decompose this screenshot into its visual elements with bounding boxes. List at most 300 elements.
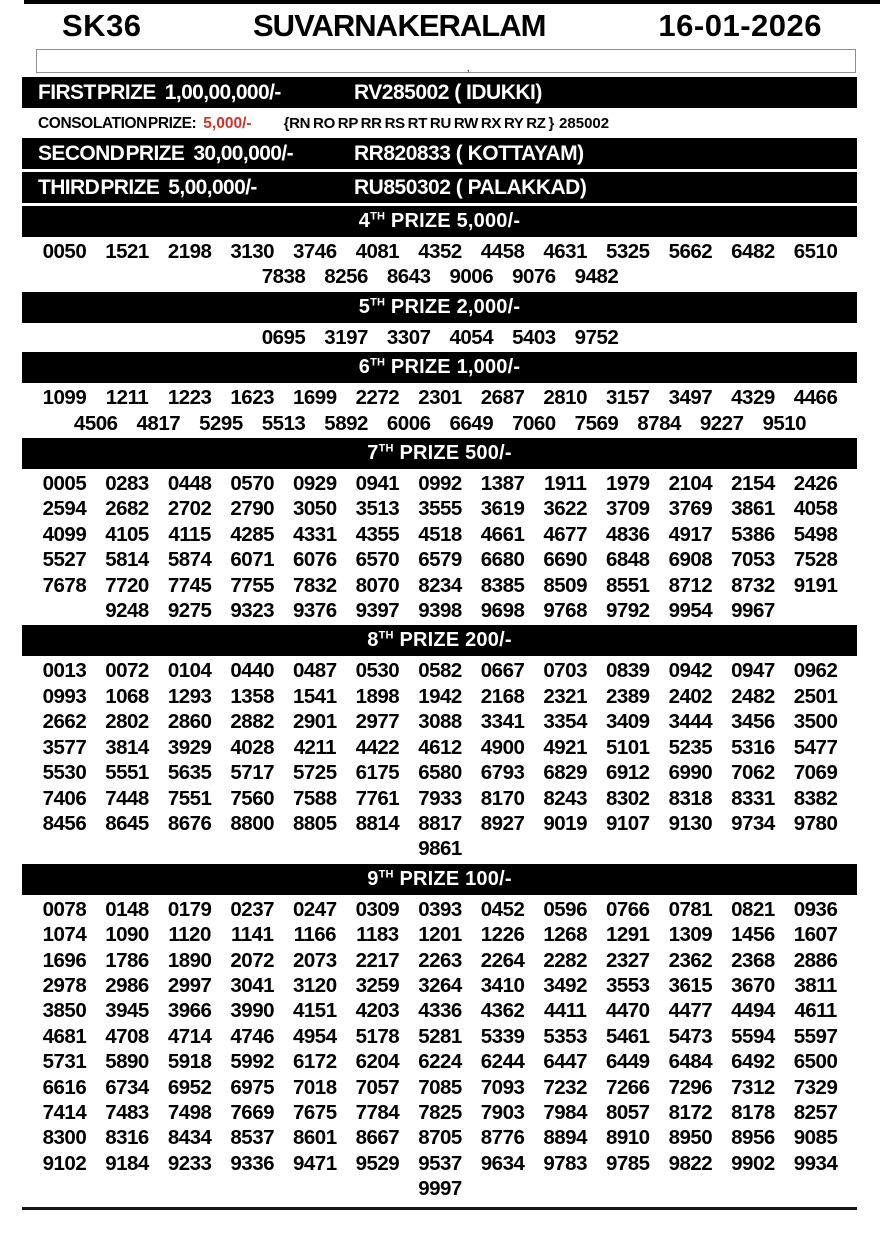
winning-number: 4028 [230, 735, 275, 759]
winning-number: 0839 [605, 659, 650, 683]
winning-number: 2168 [480, 684, 525, 708]
prize-section-header [22, 292, 857, 323]
page-header [0, 4, 880, 46]
winning-number: 4817 [136, 411, 181, 435]
winning-number: 5386 [731, 522, 775, 546]
winning-number: 1291 [605, 923, 650, 947]
winning-number: 8385 [480, 573, 525, 597]
winning-number: 5513 [261, 411, 306, 435]
winning-number: 2104 [668, 472, 713, 496]
winning-number: 2217 [355, 948, 400, 972]
winning-number: 0941 [355, 472, 400, 496]
winning-number: 5892 [324, 411, 368, 435]
winning-number: 0942 [668, 659, 713, 683]
winning-number: 2594 [42, 497, 87, 521]
winning-number: 2154 [731, 472, 775, 496]
winning-number: 0596 [543, 897, 587, 921]
winning-number: 2389 [605, 684, 650, 708]
winning-number: 4054 [449, 325, 494, 349]
winning-number: 9102 [42, 1151, 87, 1175]
winning-number: 1226 [480, 923, 525, 947]
winning-number: 4355 [355, 522, 400, 546]
winning-number: 0078 [42, 897, 87, 921]
winning-number: 2977 [355, 710, 400, 734]
second-prize-label [22, 142, 293, 166]
winning-number: 5992 [230, 1050, 275, 1074]
winning-number: 4518 [418, 522, 462, 546]
winning-number: 5281 [418, 1024, 462, 1048]
winning-number: 8927 [480, 811, 525, 835]
winning-number: 0487 [293, 659, 337, 683]
winning-number: 0440 [230, 659, 275, 683]
winning-number: 8805 [293, 811, 337, 835]
winning-number: 1541 [293, 684, 337, 708]
winning-number: 3264 [418, 973, 462, 997]
prize-ordinal: 9 [367, 867, 379, 890]
winning-number: 7093 [480, 1075, 525, 1099]
winning-number: 8950 [668, 1126, 713, 1150]
winning-number: 2321 [543, 684, 587, 708]
winning-number: 7984 [543, 1100, 587, 1124]
winning-number: 9482 [574, 265, 619, 289]
winning-number: 8234 [418, 573, 462, 597]
winning-number: 6492 [731, 1050, 775, 1074]
winning-number: 3354 [543, 710, 587, 734]
prize-section-title [367, 868, 511, 891]
winning-number: 3811 [794, 973, 837, 997]
prize-ordinal-suffix: TH [378, 629, 394, 642]
winning-number: 5551 [105, 761, 149, 785]
winning-number: 2682 [105, 497, 149, 521]
winning-number: 8910 [605, 1126, 650, 1150]
winning-number: 3088 [418, 710, 462, 734]
consolation-prize-row [0, 111, 880, 136]
winning-number: 8814 [355, 811, 400, 835]
winning-number: 7018 [293, 1075, 337, 1099]
winning-number: 5597 [793, 1024, 838, 1048]
winning-number: 5235 [668, 735, 713, 759]
winning-number: 3929 [167, 735, 212, 759]
winning-number: 1211 [105, 386, 149, 410]
prize-section [0, 625, 880, 863]
prize-section-header [22, 864, 857, 895]
winning-number: 7933 [418, 786, 462, 810]
winning-number: 1786 [105, 948, 149, 972]
winning-number: 7498 [167, 1100, 212, 1124]
first-prize-winner: RV285002 ( IDUKKI) [354, 80, 542, 104]
winning-number: 4081 [355, 240, 400, 263]
winning-number: 3157 [605, 386, 650, 410]
winning-number: 3050 [293, 497, 337, 521]
winning-number: 2327 [605, 948, 650, 972]
winning-number: 6076 [293, 548, 337, 572]
winning-number: 3746 [293, 240, 337, 263]
winning-number: 1456 [731, 923, 775, 947]
winning-number: 9191 [793, 573, 838, 597]
winning-number: 1890 [167, 948, 212, 972]
winning-number: 7053 [731, 548, 775, 572]
winning-number: 3456 [731, 710, 775, 734]
winning-number: 3709 [605, 497, 650, 521]
winning-number: 7085 [418, 1075, 462, 1099]
winning-number: 8382 [793, 786, 838, 810]
winning-number: 3622 [543, 497, 587, 521]
winning-number: 6175 [355, 761, 400, 785]
winning-number: 5461 [605, 1024, 650, 1048]
winning-number: 9471 [293, 1151, 337, 1175]
winning-number: 6224 [418, 1050, 462, 1074]
winning-number: 9822 [668, 1151, 713, 1175]
winning-number: 8257 [793, 1100, 838, 1124]
winning-number: 7838 [261, 265, 306, 289]
third-prize-winner: RU850302 ( PALAKKAD) [354, 175, 587, 199]
winning-number: 4336 [418, 999, 462, 1023]
winning-number: 2810 [543, 386, 587, 410]
prize-ordinal: 4 [358, 210, 371, 232]
prize-heading-text: PRIZE 200/- [393, 629, 512, 652]
winning-number: 3769 [668, 497, 713, 521]
winning-number: 2997 [167, 973, 212, 997]
winning-number: 7406 [42, 786, 87, 810]
winning-number: 2860 [167, 710, 212, 734]
winning-number: 4105 [105, 522, 149, 546]
prize-section-header [22, 352, 857, 383]
winning-number: 8776 [480, 1126, 525, 1150]
winning-number: 0821 [731, 897, 775, 921]
winning-number: 0703 [543, 659, 587, 683]
winning-number: 1099 [42, 386, 87, 410]
winning-number: 8817 [418, 811, 462, 835]
winning-numbers-grid [0, 238, 880, 292]
winning-number: 7669 [230, 1100, 275, 1124]
winning-number: 3553 [605, 973, 650, 997]
winning-number: 1223 [167, 386, 212, 410]
winning-number: 7678 [42, 573, 87, 597]
winning-number: 6484 [668, 1050, 713, 1074]
winning-number: 5725 [293, 761, 337, 785]
winning-number: 7755 [230, 573, 275, 597]
winning-number: 7232 [543, 1075, 587, 1099]
winning-number: 4331 [293, 522, 337, 546]
winning-number: 9107 [605, 811, 650, 835]
winning-number: 7675 [293, 1100, 337, 1124]
winning-number: 1074 [42, 923, 87, 947]
winning-number: 8537 [230, 1126, 275, 1150]
winning-number: 2978 [42, 973, 87, 997]
winning-number: 4151 [293, 999, 337, 1023]
winning-number: 3814 [105, 735, 149, 759]
winning-number: 8070 [355, 573, 400, 597]
winning-number: 3861 [731, 497, 775, 521]
winning-number: 9233 [167, 1151, 212, 1175]
winning-number: 1309 [668, 923, 713, 947]
winning-number: 8318 [668, 786, 713, 810]
winning-number: 8676 [167, 811, 212, 835]
winning-number: 8645 [105, 811, 149, 835]
consolation-series: {RN RO RP RR RS RT RU RW RX RY RZ } [283, 115, 555, 132]
winning-number: 3945 [105, 999, 149, 1023]
winning-number: 4714 [167, 1024, 212, 1048]
winning-number: 4211 [293, 735, 337, 759]
prize-ordinal: 6 [358, 356, 371, 379]
winning-number: 9529 [355, 1151, 400, 1175]
winning-number: 9376 [293, 599, 337, 623]
winning-number: 8712 [668, 573, 713, 597]
prize-ordinal-suffix: TH [370, 210, 386, 223]
winning-number: 7057 [355, 1075, 400, 1099]
winning-number: 1387 [480, 472, 525, 496]
winning-number: 7745 [167, 573, 212, 597]
winning-number: 0947 [731, 659, 775, 683]
winning-number: 4466 [793, 386, 838, 410]
winning-number: 1268 [543, 923, 587, 947]
winning-number: 1141 [230, 923, 274, 947]
winning-number: 5498 [793, 522, 838, 546]
winning-number: 3444 [668, 710, 713, 734]
winning-number: 4954 [293, 1024, 337, 1048]
winning-number: 9085 [793, 1126, 838, 1150]
winning-number: 6952 [167, 1075, 212, 1099]
winning-number: 6649 [449, 411, 494, 435]
winning-number: 3619 [480, 497, 525, 521]
winning-number: 2901 [293, 710, 337, 734]
prize-heading-text: PRIZE 2,000/- [385, 295, 521, 318]
second-prize-bar [22, 138, 857, 169]
winning-number: 8705 [418, 1126, 462, 1150]
winning-number: 3341 [480, 710, 525, 734]
winning-number: 5594 [731, 1024, 775, 1048]
winning-number: 6990 [668, 761, 713, 785]
winning-number: 7312 [731, 1075, 775, 1099]
winning-number: 6912 [605, 761, 650, 785]
winning-number: 9130 [668, 811, 713, 835]
winning-number: 4708 [105, 1024, 149, 1048]
winning-number: 6616 [42, 1075, 87, 1099]
prize-sections [0, 206, 880, 1204]
winning-number: 7784 [355, 1100, 400, 1124]
winning-number: 7448 [105, 786, 149, 810]
winning-number: 9902 [731, 1151, 775, 1175]
winning-number: 0781 [668, 897, 713, 921]
winning-number: 6908 [668, 548, 713, 572]
winning-number: 6975 [230, 1075, 275, 1099]
winning-number: 7062 [731, 761, 775, 785]
winning-number: 0283 [105, 472, 149, 496]
winning-number: 0247 [293, 897, 337, 921]
winning-number: 2073 [293, 948, 337, 972]
prize-section-title [367, 442, 511, 465]
winning-number: 0929 [293, 472, 337, 496]
winning-number: 7825 [418, 1100, 462, 1124]
prize-ordinal-suffix: TH [370, 356, 386, 369]
winning-number: 9734 [731, 811, 775, 835]
winning-numbers-grid [0, 657, 880, 863]
winning-number: 0237 [230, 897, 275, 921]
winning-number: 8956 [731, 1126, 775, 1150]
winning-number: 8732 [731, 573, 775, 597]
winning-number: 4352 [418, 240, 462, 263]
prize-heading-text: PRIZE 1,000/- [385, 356, 521, 379]
winning-number: 6244 [480, 1050, 525, 1074]
winning-number: 1979 [605, 472, 650, 496]
prize-amount: 30,00,000/- [193, 141, 293, 165]
winning-number: 5890 [105, 1050, 149, 1074]
winning-number: 4611 [794, 999, 837, 1023]
winning-number: 5918 [167, 1050, 212, 1074]
winning-number: 0050 [42, 240, 87, 263]
winning-number: 5473 [668, 1024, 713, 1048]
winning-number: 8331 [731, 786, 775, 810]
winning-number: 1942 [418, 684, 462, 708]
winning-number: 3850 [42, 999, 87, 1023]
winning-number: 4422 [355, 735, 400, 759]
winning-number: 7569 [574, 411, 619, 435]
winning-number: 1201 [418, 923, 462, 947]
winning-number: 4285 [230, 522, 275, 546]
winning-number: 8256 [324, 265, 368, 289]
winning-number: 1120 [168, 923, 211, 947]
winning-number: 0582 [418, 659, 462, 683]
winning-number: 6580 [418, 761, 462, 785]
winning-number: 6734 [105, 1075, 149, 1099]
winning-number: 0766 [605, 897, 650, 921]
winning-number: 4494 [731, 999, 775, 1023]
prize-section-title [359, 210, 520, 233]
winning-number: 0393 [418, 897, 462, 921]
winning-number: 5635 [167, 761, 212, 785]
winning-number: 3966 [167, 999, 212, 1023]
first-prize-bar [22, 77, 857, 108]
winning-number: 5403 [512, 325, 556, 349]
prize-title: FIRST PRIZE [38, 80, 156, 104]
winning-number: 8434 [167, 1126, 212, 1150]
winning-number: 5316 [731, 735, 775, 759]
winning-number: 8316 [105, 1126, 149, 1150]
winning-number: 3990 [230, 999, 275, 1023]
winning-number: 5527 [42, 548, 87, 572]
winning-number: 1898 [355, 684, 400, 708]
prize-heading-text: PRIZE 100/- [393, 867, 512, 890]
winning-number: 0452 [480, 897, 525, 921]
winning-number: 4900 [480, 735, 525, 759]
prize-ordinal-suffix: TH [378, 868, 394, 881]
winning-number: 3513 [355, 497, 400, 521]
winning-number: 0013 [42, 659, 87, 683]
winning-number: 9076 [512, 265, 556, 289]
winning-number: 4058 [793, 497, 838, 521]
winning-number: 8456 [42, 811, 87, 835]
winning-number: 1623 [230, 386, 275, 410]
winning-number: 5339 [480, 1024, 525, 1048]
prize-section [0, 292, 880, 352]
winning-numbers-grid [0, 384, 880, 438]
winning-number: 8170 [480, 786, 525, 810]
winning-number: 4203 [355, 999, 400, 1023]
prize-amount: 1,00,00,000/- [164, 80, 281, 104]
winning-number: 6500 [793, 1050, 838, 1074]
winning-number: 0179 [167, 897, 212, 921]
winning-number: 5325 [605, 240, 650, 263]
prize-section [0, 438, 880, 625]
prize-ordinal-suffix: TH [370, 296, 386, 309]
winning-number: 9184 [105, 1151, 149, 1175]
prize-ordinal-suffix: TH [378, 442, 394, 455]
winning-number: 0667 [480, 659, 525, 683]
winning-number: 0992 [418, 472, 462, 496]
empty-box [36, 49, 856, 73]
winning-number: 9398 [418, 599, 462, 623]
winning-number: 6482 [731, 240, 775, 263]
winning-number: 4411 [543, 999, 587, 1023]
winning-number: 0530 [355, 659, 400, 683]
consolation-amount: 5,000/- [203, 114, 252, 132]
winning-number: 7588 [293, 786, 337, 810]
winning-number: 0448 [167, 472, 212, 496]
winning-number: 1183 [356, 923, 399, 947]
winning-number: 8509 [543, 573, 587, 597]
winning-number: 4458 [480, 240, 525, 263]
bottom-rule [22, 1207, 857, 1210]
winning-number: 3120 [293, 973, 337, 997]
winning-number: 8172 [668, 1100, 713, 1124]
winning-number: 7528 [793, 548, 838, 572]
winning-number: 6579 [418, 548, 462, 572]
draw-date: 16-01-2026 [658, 8, 822, 43]
winning-number: 6447 [543, 1050, 587, 1074]
winning-number: 7483 [105, 1100, 149, 1124]
page-title: SUVARNA KERALAM [253, 8, 546, 43]
winning-number: 8784 [637, 411, 681, 435]
winning-number: 7551 [167, 786, 212, 810]
winning-number: 3307 [386, 325, 431, 349]
winning-number: 5530 [42, 761, 87, 785]
winning-number: 2301 [418, 386, 462, 410]
winning-number: 2882 [230, 710, 275, 734]
prize-section-header [22, 625, 857, 656]
winning-number: 9954 [668, 599, 713, 623]
winning-number: 1699 [293, 386, 337, 410]
winning-number: 5814 [105, 548, 149, 572]
winning-number: 8601 [293, 1126, 337, 1150]
winning-number: 3497 [668, 386, 713, 410]
winning-number: 8667 [355, 1126, 400, 1150]
winning-number: 5874 [167, 548, 212, 572]
prize-section-header [22, 206, 857, 237]
first-prize-label [22, 81, 281, 105]
winning-number: 7060 [512, 411, 556, 435]
winning-number: 5295 [199, 411, 243, 435]
winning-number: 6829 [543, 761, 587, 785]
winning-number: 4746 [230, 1024, 275, 1048]
winning-number: 1521 [105, 240, 149, 263]
winning-number: 2402 [668, 684, 713, 708]
winning-number: 0104 [167, 659, 212, 683]
winning-number: 2886 [793, 948, 838, 972]
winning-number: 6848 [605, 548, 650, 572]
winning-number: 8894 [543, 1126, 587, 1150]
winning-number: 9934 [793, 1151, 838, 1175]
winning-number: 1090 [105, 923, 149, 947]
winning-number: 8057 [605, 1100, 650, 1124]
prize-ordinal: 7 [367, 442, 379, 465]
prize-amount: 5,00,000/- [168, 175, 257, 199]
prize-section-header [22, 438, 857, 469]
winning-number: 7414 [42, 1100, 87, 1124]
winning-number: 4329 [731, 386, 775, 410]
winning-number: 9698 [480, 599, 525, 623]
draw-code: SK36 [62, 8, 142, 43]
winning-number: 0148 [105, 897, 149, 921]
